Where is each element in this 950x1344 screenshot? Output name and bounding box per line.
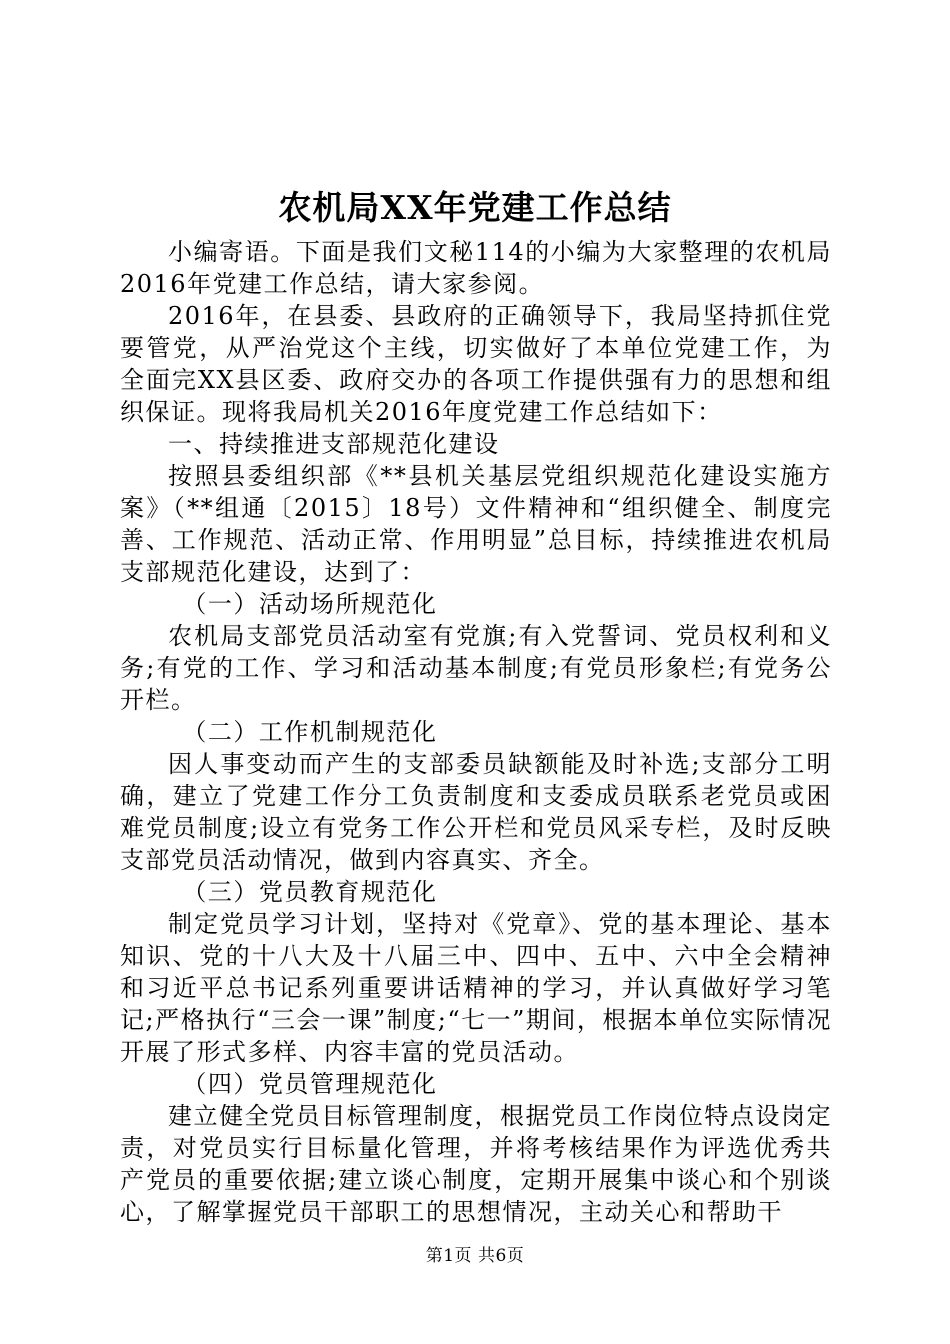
paragraph-section-1: 按照县委组织部《**县机关基层党组织规范化建设实施方案》（**组通〔2015〕18号）文件精神和“组织健全、制度完善、工作规范、活动正常、作用明显”总目标，持续推进农机局支部规范化建设，达到了： bbox=[120, 462, 832, 586]
page-number-footer: 第1页 共6页 bbox=[425, 1246, 525, 1266]
section-heading-1: 一、持续推进支部规范化建设 bbox=[168, 430, 500, 458]
document-body bbox=[120, 236, 832, 1228]
paragraph-intro: 小编寄语。下面是我们文秘114的小编为大家整理的农机局2016年党建工作总结，请大家参阅。 bbox=[120, 238, 832, 298]
subheading-mechanism: （二）工作机制规范化 bbox=[182, 718, 438, 746]
subheading-venue: （一）活动场所规范化 bbox=[182, 590, 438, 618]
paragraph-education: 制定党员学习计划，坚持对《党章》、党的基本理论、基本知识、党的十八大及十八届三中、四中、五中、六中全会精神和习近平总书记系列重要讲话精神的学习，并认真做好学习笔记;严格执行“三会一课”制度;“七一”期间，根据本单位实际情况开展了形式多样、内容丰富的党员活动。 bbox=[120, 910, 832, 1066]
paragraph-venue: 农机局支部党员活动室有党旗;有入党誓词、党员权利和义务;有党的工作、学习和活动基本制度;有党员形象栏;有党务公开栏。 bbox=[120, 622, 832, 714]
paragraph-mechanism: 因人事变动而产生的支部委员缺额能及时补选;支部分工明确，建立了党建工作分工负责制度和支委成员联系老党员或困难党员制度;设立有党务工作公开栏和党员风采专栏，及时反映支部党员活动情况，做到内容真实、齐全。 bbox=[120, 750, 832, 874]
paragraph-management: 建立健全党员目标管理制度，根据党员工作岗位特点设岗定责，对党员实行目标量化管理，并将考核结果作为评选优秀共产党员的重要依据;建立谈心制度，定期开展集中谈心和个别谈心，了解掌握党员干部职工的思想情况，主动关心和帮助干 bbox=[120, 1102, 832, 1226]
paragraph-overview: 2016年，在县委、县政府的正确领导下，我局坚持抓住党要管党，从严治党这个主线，切实做好了本单位党建工作，为全面完XX县区委、政府交办的各项工作提供强有力的思想和组织保证。现将我局机关2016年度党建工作总结如下： bbox=[120, 302, 832, 426]
subheading-management: （四）党员管理规范化 bbox=[182, 1070, 438, 1098]
subheading-education: （三）党员教育规范化 bbox=[182, 878, 438, 906]
document-title: 农机局XX年党建工作总结 bbox=[278, 188, 672, 227]
